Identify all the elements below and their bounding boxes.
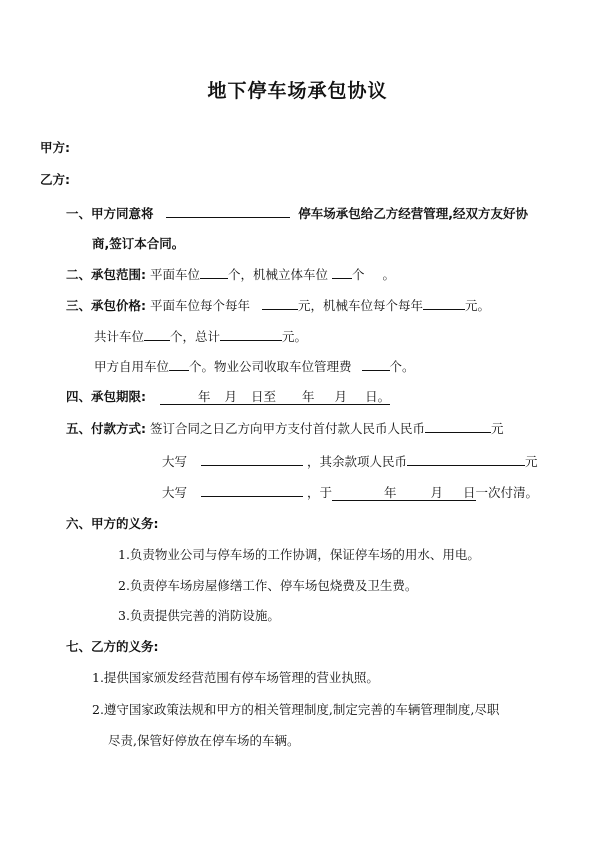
payment-day: 日 (463, 485, 476, 500)
payment-year: 年 (384, 485, 397, 500)
section-5-line (66, 420, 504, 437)
section-3-lead: 三、承包价格: (66, 298, 146, 313)
section-3-l3-a: 甲方自用车位 (94, 359, 170, 374)
section-2-text-b: 个，机械立体车位 (228, 267, 329, 282)
blank-flat-price[interactable] (262, 297, 298, 310)
section-5-line-2 (162, 453, 538, 470)
section-5-yu: ，于 (306, 485, 332, 500)
blank-remaining-words[interactable] (201, 484, 303, 497)
section-3-line-3 (94, 358, 415, 375)
section-5-daxie-2: 大写 (162, 485, 188, 500)
blank-remaining-amount[interactable] (407, 453, 525, 466)
section-7-heading: 七、乙方的义务: (66, 639, 159, 654)
term-start-month: 月 (224, 389, 238, 404)
blank-mechanical-spaces[interactable] (332, 266, 352, 279)
section-4-line (66, 389, 390, 405)
section-4-lead: 四、承包期限: (66, 389, 146, 404)
section-3-l3-b: 个。物业公司收取车位管理费 (189, 359, 352, 374)
term-end-month: 月 (334, 389, 348, 404)
blank-mechanical-price[interactable] (423, 297, 465, 310)
section-5-lead: 五、付款方式: (66, 421, 146, 436)
blank-down-payment-words[interactable] (201, 453, 303, 466)
blank-total-amount[interactable] (220, 328, 282, 341)
section-3-text-b: 元，机械车位每个每年 (297, 298, 423, 313)
party-a-duty-1: 1.负责物业公司与停车场的工作协调，保证停车场的用水、用电。 (118, 547, 480, 562)
term-end-day: 日。 (365, 389, 391, 404)
section-3-text-a: 平面车位每个每年 (149, 298, 250, 313)
blank-management-fee[interactable] (362, 358, 390, 371)
section-5-yuan-2: 元 (525, 454, 538, 469)
term-end-year: 年 (302, 389, 315, 404)
term-dates[interactable] (160, 389, 390, 405)
party-b-duty-1: 1.提供国家颁发经营范围有停车场管理的营业执照。 (92, 670, 379, 685)
term-start-day: 日至 (251, 389, 277, 404)
blank-parking-name[interactable] (166, 205, 290, 218)
section-3-l2-c: 元。 (282, 329, 308, 344)
section-2-line (66, 266, 395, 283)
blank-flat-spaces[interactable] (200, 266, 228, 279)
term-start-year: 年 (197, 389, 211, 404)
party-b-label: 乙方: (40, 172, 70, 187)
section-3-l2-a: 共计车位 (94, 329, 145, 344)
section-3-l2-b: 个，总计 (170, 329, 221, 344)
section-3-l3-c: 个。 (389, 359, 415, 374)
section-5-yuan-1: 元 (491, 421, 504, 436)
section-5-end: 一次付清。 (475, 485, 539, 500)
payment-month: 月 (430, 485, 444, 500)
section-5-text-2: ，其余款项人民币 (306, 454, 407, 469)
party-b-duty-2-cont: 尽责,保管好停放在停车场的车辆。 (108, 733, 300, 748)
section-2-text-c: 个 (352, 267, 365, 282)
blank-down-payment[interactable] (425, 420, 491, 433)
party-b-duty-2: 2.遵守国家政策法规和甲方的相关管理制度,制定完善的车辆管理制度,尽职 (92, 702, 500, 717)
section-1-cont: 商,签订本合同。 (92, 236, 185, 251)
section-3-text-c: 元。 (465, 298, 491, 313)
section-3-line-2 (94, 328, 307, 345)
blank-total-spaces[interactable] (144, 328, 170, 341)
section-1-rest: 停车场承包给乙方经营管理,经双方友好协 (298, 206, 528, 221)
section-5-daxie-1: 大写 (162, 454, 188, 469)
section-1-line (66, 205, 528, 222)
section-2-text-a: 平面车位 (149, 267, 200, 282)
section-2-text-d: 。 (382, 267, 396, 282)
section-5-line-3 (162, 484, 538, 501)
payment-date[interactable] (332, 485, 476, 501)
section-6-heading: 六、甲方的义务: (66, 516, 159, 531)
party-a-label: 甲方: (40, 140, 70, 155)
section-1-lead: 一、甲方同意将 (66, 206, 154, 221)
section-2-lead: 二、承包范围: (66, 267, 146, 282)
party-a-duty-3: 3.负责提供完善的消防设施。 (118, 608, 280, 623)
section-5-text-1: 签订合同之日乙方向甲方支付首付款人民币人民币 (149, 421, 425, 436)
party-a-duty-2: 2.负责停车场房屋修缮工作、停车场包烧费及卫生费。 (118, 578, 418, 593)
blank-self-use-spaces[interactable] (169, 358, 189, 371)
section-3-line (66, 297, 490, 314)
document-title: 地下停车场承包协议 (207, 80, 388, 102)
